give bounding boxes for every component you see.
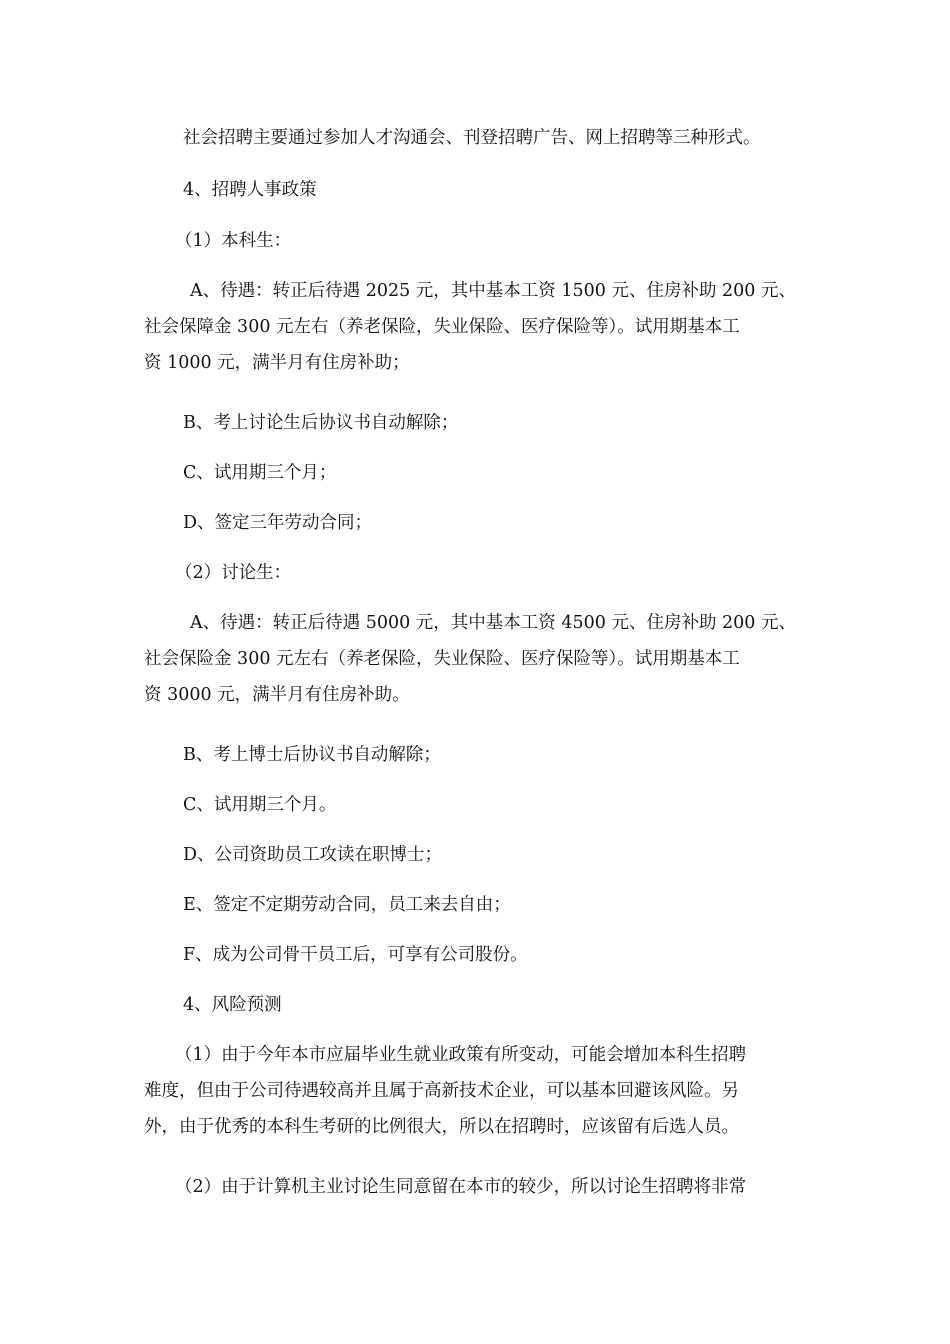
section-heading: 4、风险预测: [183, 995, 282, 1015]
text-line: B、考上博士后协议书自动解除；: [183, 745, 441, 765]
text-line: 外，由于优秀的本科生考研的比例很大，所以在招聘时，应该留有后选人员。: [144, 1117, 739, 1137]
text-line: 社会保障金 300 元左右（养老保险，失业保险、医疗保险等）。试用期基本工: [144, 317, 740, 337]
text-line: 社会招聘主要通过参加人才沟通会、刊登招聘广告、网上招聘等三种形式。: [183, 128, 761, 148]
subsection-heading: （1）本科生：: [175, 231, 292, 251]
text-line: 难度，但由于公司待遇较高并且属于高新技术企业，可以基本回避该风险。另: [144, 1081, 739, 1101]
text-line: C、试用期三个月；: [183, 463, 337, 483]
subsection-heading: （2）讨论生：: [175, 563, 292, 583]
text-line: 社会保险金 300 元左右（养老保险，失业保险、医疗保险等）。试用期基本工: [144, 649, 740, 669]
text-line: （1）由于今年本市应届毕业生就业政策有所变动，可能会增加本科生招聘: [175, 1045, 747, 1065]
text-line: D、公司资助员工攻读在职博士；: [183, 845, 443, 865]
text-line: E、签定不定期劳动合同，员工来去自由；: [183, 895, 511, 915]
text-line: A、待遇：转正后待遇 2025 元，其中基本工资 1500 元、住房补助 200 元、: [190, 281, 796, 301]
text-line: （2）由于计算机主业讨论生同意留在本市的较少，所以讨论生招聘将非常: [175, 1177, 747, 1197]
section-heading: 4、招聘人事政策: [183, 180, 317, 200]
text-line: F、成为公司骨干员工后，可享有公司股份。: [183, 945, 528, 965]
text-line: 资 1000 元，满半月有住房补助；: [144, 353, 410, 373]
text-line: B、考上讨论生后协议书自动解除；: [183, 413, 459, 433]
text-line: C、试用期三个月。: [183, 795, 337, 815]
text-line: D、签定三年劳动合同；: [183, 513, 373, 533]
text-line: A、待遇：转正后待遇 5000 元，其中基本工资 4500 元、住房补助 200 元、: [190, 613, 796, 633]
text-line: 资 3000 元，满半月有住房补助。: [144, 685, 410, 705]
